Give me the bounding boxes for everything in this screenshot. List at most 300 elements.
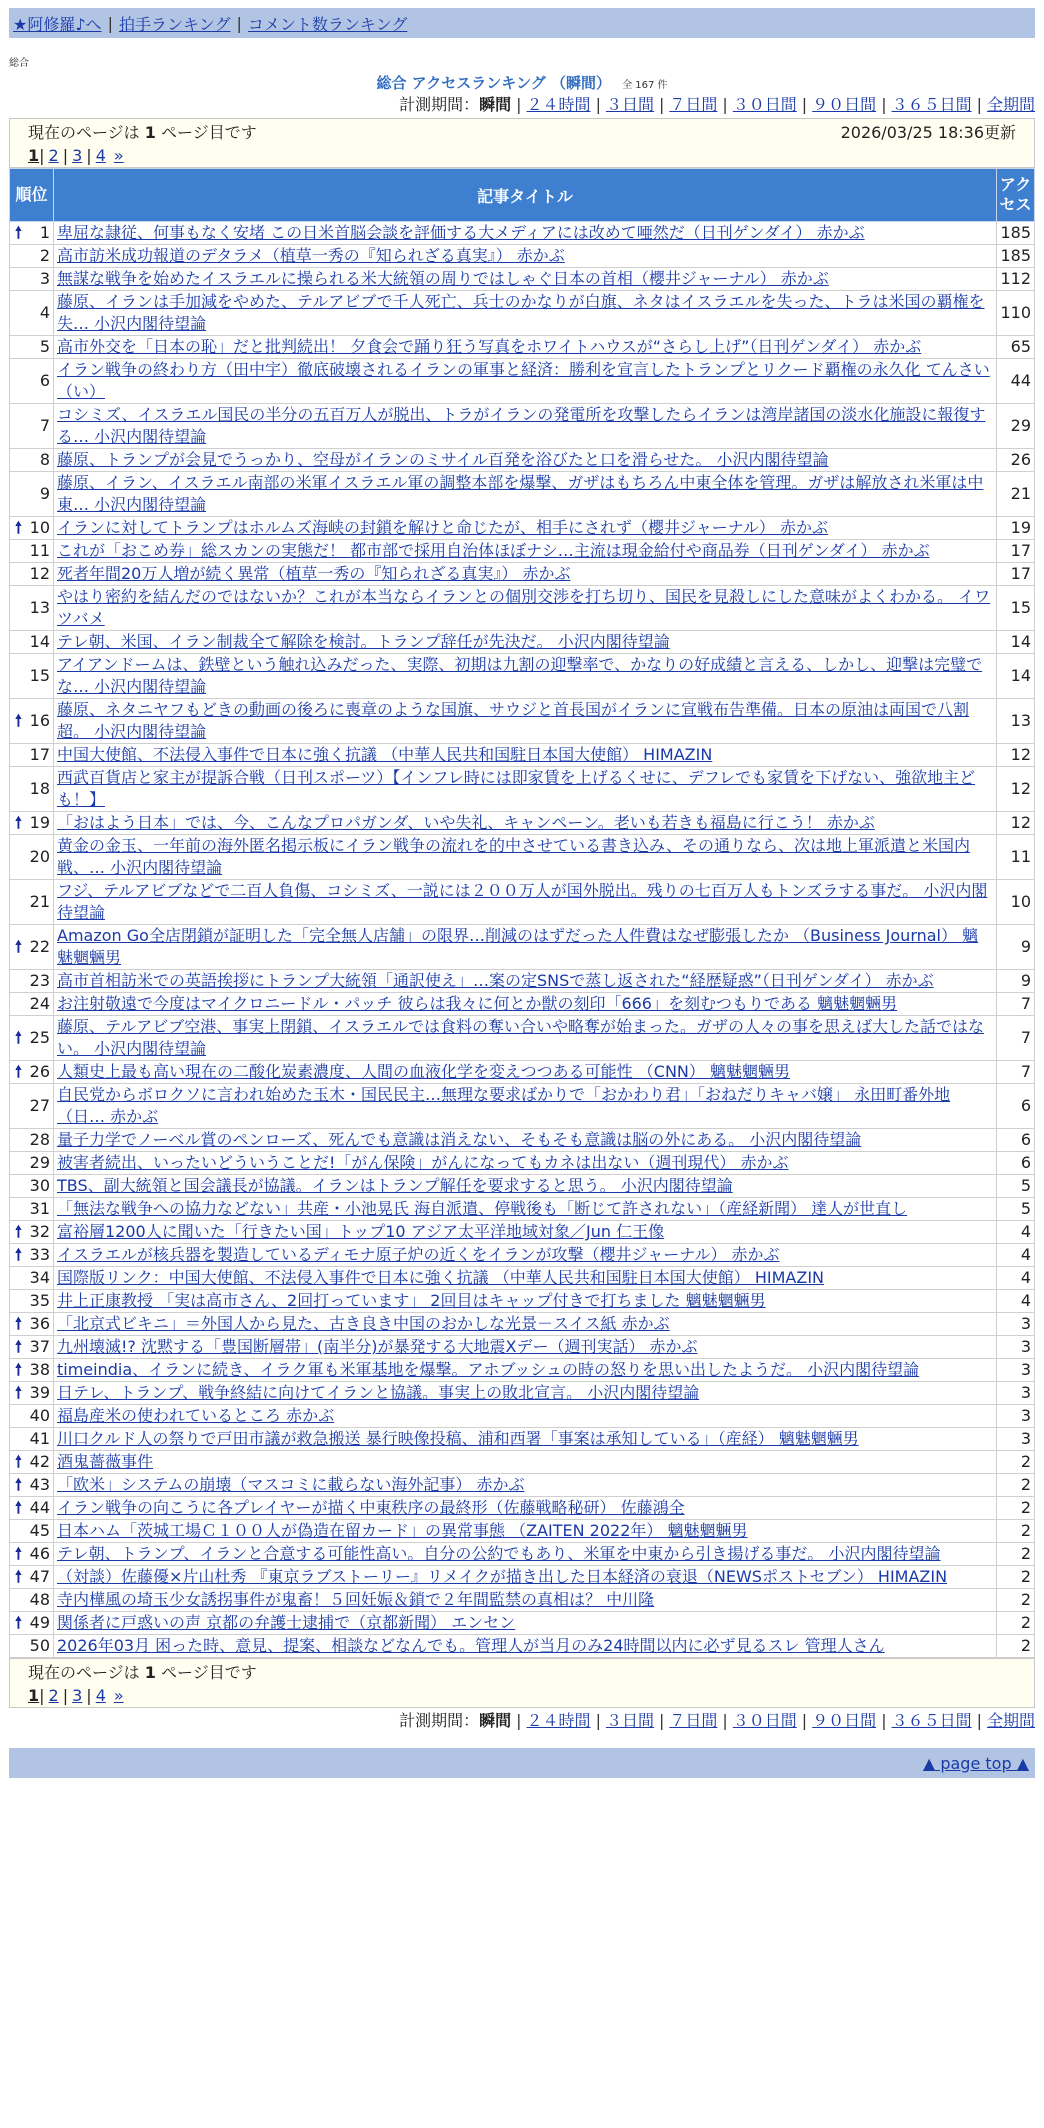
rank-number: 42 xyxy=(29,1452,50,1471)
rank-number: 5 xyxy=(39,337,50,356)
rank-cell xyxy=(10,222,54,245)
access-count: 110 xyxy=(997,291,1035,336)
period-label: 計測期間： xyxy=(399,95,480,114)
rank-number: 48 xyxy=(29,1590,50,1609)
page-title: 総合 アクセスランキング （瞬間） xyxy=(376,74,611,92)
pager-links-bottom xyxy=(28,1685,1016,1707)
article-title-link[interactable]: 「おはよう日本」では、今、こんなプロパガンダ、いや失礼、キャンペーン。老いも若きも福島に行こう！ 赤かぶ xyxy=(57,813,875,832)
rank-cell xyxy=(10,1359,54,1382)
rank-cell xyxy=(10,1175,54,1198)
rank-cell xyxy=(10,359,54,404)
nav-comment-ranking-link[interactable]: コメント数ランキング xyxy=(247,14,408,34)
period-option-link[interactable]: 全期間 xyxy=(986,95,1035,114)
table-row xyxy=(10,925,1035,970)
rank-number: 17 xyxy=(29,745,50,764)
title-cell xyxy=(54,449,997,472)
article-title-link[interactable]: 川口クルド人の祭りで戸田市議が救急搬送 暴行映像投稿、浦和西署「事案は承知している」（産経） 魑魅魍魎男 xyxy=(57,1429,859,1448)
article-title-link[interactable]: 藤原、イラン、イスラエル南部の米軍イスラエル軍の調整本部を爆撃、ガザはもちろん中東全体を管理。ガザは解放され米軍は中東… 小沢内閣待望論 xyxy=(57,473,984,514)
period-option-link[interactable]: ３日間 xyxy=(605,95,654,114)
rank-cell xyxy=(10,1061,54,1084)
article-title-link[interactable]: 高市外交を「日本の恥」だと批判続出！ 夕食会で踊り狂う写真をホワイトハウスが“さらし上げ”（日刊ゲンダイ） 赤かぶ xyxy=(57,337,922,356)
title-cell xyxy=(54,699,997,744)
rank-number: 36 xyxy=(29,1314,50,1333)
access-count: 15 xyxy=(997,586,1035,631)
article-title-link[interactable]: 関係者に戸惑いの声 京都の弁護士逮捕で（京都新聞） エンセン xyxy=(57,1613,516,1632)
access-count: 12 xyxy=(997,744,1035,767)
article-title-link[interactable]: 藤原、イランは手加減をやめた、テルアビブで千人死亡、兵士のかなりが白旗、ネタはイスラエルを失った、トラは米国の覇権を失… 小沢内閣待望論 xyxy=(57,292,985,333)
total-count: 全 167 件 xyxy=(622,80,668,91)
access-count: 65 xyxy=(997,336,1035,359)
pager-separator: | xyxy=(39,146,45,165)
article-title-link[interactable]: 国際版リンク：中国大使館、不法侵入事件で日本に強く抗議 （中華人民共和国駐日本国大使館） HIMAZIN xyxy=(57,1268,825,1287)
pager-separator: | xyxy=(86,146,92,165)
period-separator: | xyxy=(516,1711,522,1730)
rank-cell xyxy=(10,1474,54,1497)
access-count: 4 xyxy=(997,1290,1035,1313)
rank-number: 50 xyxy=(29,1636,50,1655)
rank-number: 29 xyxy=(29,1153,50,1172)
article-title-link[interactable]: （対談）佐藤優×片山杜秀 『東京ラブストーリー』リメイクが描き出した日本経済の衰退（NEWSポストセブン） HIMAZIN xyxy=(57,1567,948,1586)
pager-page-link[interactable]: 2 xyxy=(48,1686,59,1705)
rank-cell xyxy=(10,1566,54,1589)
period-option-link[interactable]: ３６５日間 xyxy=(891,95,972,114)
title-cell xyxy=(54,1267,997,1290)
rank-number: 30 xyxy=(29,1176,50,1195)
title-cell xyxy=(54,993,997,1016)
article-title-link[interactable]: 井上正康教授 「実は高市さん、2回打っています」 2回目はキャップ付きで打ちました 魑魅魍魎男 xyxy=(57,1291,766,1310)
rank-cell xyxy=(10,1520,54,1543)
title-cell xyxy=(54,222,997,245)
title-cell xyxy=(54,1635,997,1658)
rank-up-arrow-icon: 🠕 xyxy=(15,1360,22,1379)
rank-number: 49 xyxy=(29,1613,50,1632)
table-row xyxy=(10,268,1035,291)
title-cell xyxy=(54,1198,997,1221)
access-count: 10 xyxy=(997,880,1035,925)
rank-cell xyxy=(10,925,54,970)
article-title-link[interactable]: 九州壊滅!? 沈黙する「豊国断層帯」(南半分)が暴発する大地震Xデー（週刊実話） 赤かぶ xyxy=(57,1337,698,1356)
rank-cell xyxy=(10,631,54,654)
rank-cell xyxy=(10,1129,54,1152)
table-row xyxy=(10,1612,1035,1635)
title-cell xyxy=(54,1290,997,1313)
title-cell xyxy=(54,245,997,268)
article-title-link[interactable]: 無謀な戦争を始めたイスラエルに操られる米大統領の周りではしゃぐ日本の首相（櫻井ジャーナル） 赤かぶ xyxy=(57,269,829,288)
rank-number: 18 xyxy=(29,779,50,798)
rank-cell xyxy=(10,1589,54,1612)
table-row xyxy=(10,1405,1035,1428)
title-cell xyxy=(54,586,997,631)
access-count: 2 xyxy=(997,1520,1035,1543)
article-title-link[interactable]: お注射敬遠で今度はマイクロニードル・パッチ 彼らは我々に何とか獣の刻印「666」を刻むつもりである 魑魅魍魎男 xyxy=(57,994,898,1013)
pager-page-link[interactable]: 3 xyxy=(72,1686,83,1705)
access-count: 5 xyxy=(997,1175,1035,1198)
rank-number: 14 xyxy=(29,632,50,651)
article-title-link[interactable]: 藤原、ネタニヤフもどきの動画の後ろに喪章のような国旗、サウジと首長国がイランに宣戦布告準備。日本の原油は両国で八割超。 小沢内閣待望論 xyxy=(57,700,970,741)
access-count: 2 xyxy=(997,1543,1035,1566)
article-title-link[interactable]: 藤原、テルアビブ空港、事実上閉鎖、イスラエルでは食料の奪い合いや略奪が始まった。ガザの人々の事を思えば大した話ではない。 小沢内閣待望論 xyxy=(57,1017,985,1058)
table-row xyxy=(10,517,1035,540)
pager-page-link[interactable]: 3 xyxy=(72,146,83,165)
rank-up-arrow-icon: 🠕 xyxy=(15,1062,22,1081)
article-title-link[interactable]: 藤原、トランプが会見でうっかり、空母がイランのミサイル百発を浴びたと口を滑らせた。 小沢内閣待望論 xyxy=(57,450,829,469)
rank-cell xyxy=(10,291,54,336)
title-cell xyxy=(54,1474,997,1497)
rank-cell xyxy=(10,993,54,1016)
period-separator: | xyxy=(976,1711,982,1730)
article-title-link[interactable]: 「北京式ビキニ」＝外国人から見た、古き良き中国のおかしな光景－スイス紙 赤かぶ xyxy=(57,1314,670,1333)
rank-number: 34 xyxy=(29,1268,50,1287)
page-title-row xyxy=(9,72,1035,94)
period-option-link[interactable]: ９０日間 xyxy=(812,1711,877,1730)
article-title-link[interactable]: 高市首相訪米での英語挨拶にトランプ大統領「通訳使え」…案の定SNSで蒸し返された“経歴疑惑”（日刊ゲンダイ） 赤かぶ xyxy=(57,971,934,990)
title-cell xyxy=(54,812,997,835)
table-row xyxy=(10,245,1035,268)
article-title-link[interactable]: テレ朝、トランプ、イランと合意する可能性高い。自分の公約でもあり、米軍を中東から引き揚げる事だ。 小沢内閣待望論 xyxy=(57,1544,941,1563)
table-row xyxy=(10,291,1035,336)
table-row xyxy=(10,1635,1035,1658)
rank-cell xyxy=(10,540,54,563)
rank-number: 21 xyxy=(29,892,50,911)
access-count: 29 xyxy=(997,404,1035,449)
period-option-link[interactable]: ２４時間 xyxy=(526,95,591,114)
access-count: 2 xyxy=(997,1635,1035,1658)
article-title-link[interactable]: Amazon Go全店閉鎖が証明した「完全無人店舗」の限界…削減のはずだった人件費はなぜ膨張したか （Business Journal） 魑魅魍魎男 xyxy=(57,926,979,967)
rank-up-arrow-icon: 🠕 xyxy=(15,1245,22,1264)
rank-number: 19 xyxy=(29,813,50,832)
rank-number: 7 xyxy=(39,416,50,435)
rank-up-arrow-icon: 🠕 xyxy=(15,711,22,730)
article-title-link[interactable]: やはり密約を結んだのではないか？これが本当ならイランとの個別交渉を打ち切り、国民を見殺しにした意味がよくわかる。 イワツバメ xyxy=(57,587,991,628)
table-row xyxy=(10,540,1035,563)
table-row xyxy=(10,1474,1035,1497)
access-count: 185 xyxy=(997,222,1035,245)
current-page-text-bottom: 現在のページは 1 ページ目です xyxy=(28,1663,257,1682)
rank-number: 1 xyxy=(39,223,50,242)
access-count: 9 xyxy=(997,925,1035,970)
period-separator: | xyxy=(722,1711,728,1730)
article-title-link[interactable]: 寺内樺風の埼玉少女誘拐事件が鬼畜！５回妊娠＆鎖で２年間監禁の真相は？ 中川隆 xyxy=(57,1590,655,1609)
pager-separator: | xyxy=(39,1686,45,1705)
article-title-link[interactable]: テレ朝、米国、イラン制裁全て解除を検討。トランプ辞任が先決だ。 小沢内閣待望論 xyxy=(57,632,670,651)
access-count: 2 xyxy=(997,1612,1035,1635)
article-title-link[interactable]: イラン戦争の向こうに各プレイヤーが描く中東秩序の最終形（佐藤戦略秘研） 佐藤鴻全 xyxy=(57,1498,685,1517)
table-row xyxy=(10,404,1035,449)
table-row xyxy=(10,1497,1035,1520)
article-title-link[interactable]: イラン戦争の終わり方（田中宇）徹底破壊されるイランの軍事と経済：勝利を宣言したトランプとリクード覇権の永久化 てんさい（い） xyxy=(57,360,990,401)
pager-box-bottom xyxy=(9,1658,1035,1708)
rank-cell xyxy=(10,517,54,540)
article-title-link[interactable]: 日本ハム「茨城工場Ｃ１００人が偽造在留カード」の異常事態 （ZAITEN 2022年） 魑魅魍魎男 xyxy=(57,1521,748,1540)
article-title-link[interactable]: 被害者続出、いったいどういうことだ!「がん保険」がんになってもカネは出ない（週刊現代） 赤かぶ xyxy=(57,1153,789,1172)
table-row xyxy=(10,1382,1035,1405)
rank-number: 31 xyxy=(29,1199,50,1218)
article-title-link[interactable]: 「無法な戦争への協力などない」共産・小池晃氏 海自派遣、停戦後も「断じて許されない」（産経新聞） 達人が世直し xyxy=(57,1199,908,1218)
table-row xyxy=(10,767,1035,812)
access-count: 3 xyxy=(997,1382,1035,1405)
rank-number: 12 xyxy=(29,564,50,583)
title-cell xyxy=(54,1566,997,1589)
rank-cell xyxy=(10,1221,54,1244)
article-title-link[interactable]: 「欧米」システムの崩壊（マスコミに載らない海外記事） 赤かぶ xyxy=(57,1475,525,1494)
article-title-link[interactable]: 2026年03月 困った時、意見、提案、相談などなんでも。管理人が当月のみ24時間以内に必ず見るスレ 管理人さん xyxy=(57,1636,885,1655)
table-row xyxy=(10,1129,1035,1152)
period-option-link[interactable]: ３０日間 xyxy=(732,1711,797,1730)
access-count: 19 xyxy=(997,517,1035,540)
title-cell xyxy=(54,970,997,993)
article-title-link[interactable]: 日テレ、トランプ、戦争終結に向けてイランと協議。事実上の敗北宣言。 小沢内閣待望論 xyxy=(57,1383,700,1402)
article-title-link[interactable]: TBS、副大統領と国会議長が協議。イランはトランプ解任を要求すると思う。 小沢内閣待望論 xyxy=(57,1176,733,1195)
article-title-link[interactable]: これが「おこめ券」総スカンの実態だ！ 都市部で採用自治体ほぼナシ…主流は現金給付や商品券（日刊ゲンダイ） 赤かぶ xyxy=(57,541,930,560)
rank-number: 15 xyxy=(29,666,50,685)
table-row xyxy=(10,1267,1035,1290)
rank-number: 6 xyxy=(39,371,50,390)
rank-cell xyxy=(10,1267,54,1290)
rank-cell xyxy=(10,1198,54,1221)
rank-up-arrow-icon: 🠕 xyxy=(15,1475,22,1494)
rank-cell xyxy=(10,268,54,291)
access-count: 2 xyxy=(997,1474,1035,1497)
rank-number: 3 xyxy=(39,269,50,288)
period-separator: | xyxy=(516,95,522,114)
table-header-row xyxy=(10,169,1035,222)
rank-number: 9 xyxy=(39,484,50,503)
rank-number: 46 xyxy=(29,1544,50,1563)
access-count: 6 xyxy=(997,1129,1035,1152)
rank-number: 11 xyxy=(29,541,50,560)
title-cell xyxy=(54,767,997,812)
article-title-link[interactable]: 黄金の金玉、一年前の海外匿名掲示板にイラン戦争の流れを的中させている書き込み、その通りなら、次は地上軍派遣と米国内戦、… 小沢内閣待望論 xyxy=(57,836,970,877)
title-cell xyxy=(54,1359,997,1382)
pager-next-link[interactable]: » xyxy=(113,146,124,165)
article-title-link[interactable]: timeindia、イランに続き、イラク軍も米軍基地を爆撃。アホブッシュの時の怒りを思い出したようだ。 小沢内閣待望論 xyxy=(57,1360,920,1379)
access-count: 11 xyxy=(997,835,1035,880)
updated-timestamp: 2026/03/25 18:36更新 xyxy=(840,123,1016,142)
article-title-link[interactable]: 西武百貨店と家主が提訴合戦（日刊スポーツ）【インフレ時には即家賃を上げるくせに、デフレでも家賃を下げない、強欲地主ども！】 xyxy=(57,768,976,809)
table-row xyxy=(10,449,1035,472)
rank-up-arrow-icon: 🠕 xyxy=(15,1337,22,1356)
access-count: 44 xyxy=(997,359,1035,404)
rank-cell xyxy=(10,1084,54,1129)
rank-number: 45 xyxy=(29,1521,50,1540)
period-separator: | xyxy=(722,95,728,114)
access-count: 12 xyxy=(997,812,1035,835)
article-title-link[interactable]: 死者年間20万人増が続く異常（植草一秀の『知られざる真実』） 赤かぶ xyxy=(57,564,571,583)
rank-number: 33 xyxy=(29,1245,50,1264)
pager-box-top xyxy=(9,118,1035,168)
pager-separator: | xyxy=(62,146,69,165)
access-count: 21 xyxy=(997,472,1035,517)
rank-number: 2 xyxy=(39,246,50,265)
pager-separator: | xyxy=(86,1686,92,1705)
period-current: 瞬間 xyxy=(479,1711,512,1730)
rank-number: 43 xyxy=(29,1475,50,1494)
access-count: 112 xyxy=(997,268,1035,291)
rank-cell xyxy=(10,812,54,835)
page-top-link[interactable]: ▲ page top ▲ xyxy=(922,1753,1029,1773)
title-cell xyxy=(54,654,997,699)
title-cell xyxy=(54,1129,997,1152)
rank-cell xyxy=(10,1290,54,1313)
article-title-link[interactable]: 酒鬼薔薇事件 xyxy=(57,1452,154,1471)
article-title-link[interactable]: 人類史上最も高い現在の二酸化炭素濃度、人間の血液化学を変えつつある可能性 （CNN） 魑魅魍魎男 xyxy=(57,1062,790,1081)
rank-number: 35 xyxy=(29,1291,50,1310)
period-option-link[interactable]: ３６５日間 xyxy=(891,1711,972,1730)
article-title-link[interactable]: 高市訪米成功報道のデタラメ（植草一秀の『知られざる真実』） 赤かぶ xyxy=(57,246,565,265)
article-title-link[interactable]: イランに対してトランプはホルムズ海峡の封鎖を解けと命じたが、相手にされず（櫻井ジャーナル） 赤かぶ xyxy=(57,518,829,537)
access-count: 12 xyxy=(997,767,1035,812)
period-separator: | xyxy=(658,95,665,114)
nav-home-link[interactable]: ★阿修羅♪へ xyxy=(13,14,102,34)
article-title-link[interactable]: 量子力学でノーベル賞のペンローズ、死んでも意識は消えない、そもそも意識は脳の外にある。 小沢内閣待望論 xyxy=(57,1130,862,1149)
pager-page-link[interactable]: 2 xyxy=(48,146,59,165)
rank-number: 44 xyxy=(29,1498,50,1517)
title-cell xyxy=(54,835,997,880)
title-cell xyxy=(54,1520,997,1543)
title-cell xyxy=(54,1382,997,1405)
rank-number: 23 xyxy=(29,971,50,990)
current-page-text: 現在のページは 1 ページ目です xyxy=(28,123,257,142)
rank-cell xyxy=(10,880,54,925)
rank-number: 10 xyxy=(29,518,50,537)
period-option-link[interactable]: ７日間 xyxy=(669,1711,718,1730)
period-separator: | xyxy=(976,95,982,114)
title-cell xyxy=(54,880,997,925)
article-title-link[interactable]: 福島産米の使われているところ 赤かぶ xyxy=(57,1406,335,1425)
table-row xyxy=(10,1543,1035,1566)
rank-cell xyxy=(10,1497,54,1520)
table-row xyxy=(10,1061,1035,1084)
access-count: 13 xyxy=(997,699,1035,744)
rank-cell xyxy=(10,699,54,744)
rank-number: 24 xyxy=(29,994,50,1013)
access-count: 4 xyxy=(997,1244,1035,1267)
article-title-link[interactable]: 富裕層1200人に聞いた「行きたい国」トップ10 アジア太平洋地域対象／Jun 仁王像 xyxy=(57,1222,665,1241)
table-row xyxy=(10,1084,1035,1129)
title-cell xyxy=(54,631,997,654)
ranking-table xyxy=(9,168,1035,1658)
table-row xyxy=(10,222,1035,245)
rank-number: 39 xyxy=(29,1383,50,1402)
access-count: 26 xyxy=(997,449,1035,472)
table-row xyxy=(10,1359,1035,1382)
access-count: 9 xyxy=(997,970,1035,993)
access-count: 2 xyxy=(997,1497,1035,1520)
access-count: 14 xyxy=(997,654,1035,699)
rank-cell xyxy=(10,336,54,359)
article-title-link[interactable]: 自民党からボロクソに言われ始めた玉木・国民民主…無理な要求ばかりで「おかわり君」「おねだりキャバ嬢」 永田町番外地（日… 赤かぶ xyxy=(57,1085,951,1126)
period-separator: | xyxy=(801,1711,808,1730)
title-cell xyxy=(54,472,997,517)
access-count: 4 xyxy=(997,1221,1035,1244)
rank-cell xyxy=(10,1405,54,1428)
rank-cell xyxy=(10,1313,54,1336)
rank-up-arrow-icon: 🠕 xyxy=(15,813,22,832)
period-separator: | xyxy=(881,1711,887,1730)
rank-cell xyxy=(10,404,54,449)
access-count: 185 xyxy=(997,245,1035,268)
article-title-link[interactable]: 中国大使館、不法侵入事件で日本に強く抗議 （中華人民共和国駐日本国大使館） HIMAZIN xyxy=(57,745,713,764)
title-cell xyxy=(54,1221,997,1244)
rank-up-arrow-icon: 🠕 xyxy=(15,1498,22,1517)
article-title-link[interactable]: コシミズ、イスラエル国民の半分の五百万人が脱出、トラがイランの発電所を攻撃したらイランは湾岸諸国の淡水化施設に報復する… 小沢内閣待望論 xyxy=(57,405,986,446)
table-row xyxy=(10,1313,1035,1336)
period-selector-bottom xyxy=(9,1710,1035,1734)
rank-cell xyxy=(10,1382,54,1405)
pager-links-top xyxy=(28,145,1016,167)
rank-cell xyxy=(10,1016,54,1061)
article-title-link[interactable]: イスラエルが核兵器を製造しているディモナ原子炉の近くをイランが攻撃（櫻井ジャーナル） 赤かぶ xyxy=(57,1245,780,1264)
access-count: 14 xyxy=(997,631,1035,654)
nav-clap-ranking-link[interactable]: 拍手ランキング xyxy=(118,14,231,34)
rank-cell xyxy=(10,245,54,268)
access-count: 2 xyxy=(997,1566,1035,1589)
rank-up-arrow-icon: 🠕 xyxy=(15,1314,22,1333)
access-count: 3 xyxy=(997,1428,1035,1451)
rank-number: 8 xyxy=(39,450,50,469)
rank-up-arrow-icon: 🠕 xyxy=(15,223,22,242)
table-row xyxy=(10,1428,1035,1451)
article-title-link[interactable]: フジ、テルアビブなどで二百人負傷、コシミズ、一説には２００万人が国外脱出。残りの七百万人もトンズラする事だ。 小沢内閣待望論 xyxy=(57,881,988,922)
title-cell xyxy=(54,268,997,291)
access-count: 17 xyxy=(997,563,1035,586)
rank-up-arrow-icon: 🠕 xyxy=(15,1222,22,1241)
pager-page-link[interactable]: 4 xyxy=(95,1686,106,1705)
title-cell xyxy=(54,1543,997,1566)
header-access: アクセス xyxy=(997,169,1035,222)
title-cell xyxy=(54,1589,997,1612)
period-option-link[interactable]: ２４時間 xyxy=(526,1711,591,1730)
period-current: 瞬間 xyxy=(479,95,512,114)
period-separator: | xyxy=(881,95,887,114)
rank-cell xyxy=(10,1428,54,1451)
rank-up-arrow-icon: 🠕 xyxy=(15,937,22,956)
title-cell xyxy=(54,1313,997,1336)
title-cell xyxy=(54,1244,997,1267)
pager-next-link[interactable]: » xyxy=(113,1686,124,1705)
period-option-link[interactable]: ９０日間 xyxy=(812,95,877,114)
nav-separator: | xyxy=(236,13,242,33)
title-cell xyxy=(54,1061,997,1084)
table-row xyxy=(10,1566,1035,1589)
article-title-link[interactable]: アイアンドームは、鉄壁という触れ込みだった、実際、初期は九割の迎撃率で、かなりの好成績と言える、しかし、迎撃は完璧でな… 小沢内閣待望論 xyxy=(57,655,983,696)
article-title-link[interactable]: 卑屈な隷従、何事もなく安堵 この日米首脳会談を評価する大メディアには改めて唖然だ（日刊ゲンダイ） 赤かぶ xyxy=(57,223,865,242)
period-option-link[interactable]: 全期間 xyxy=(986,1711,1035,1730)
table-row xyxy=(10,1290,1035,1313)
rank-cell xyxy=(10,1635,54,1658)
period-option-link[interactable]: ７日間 xyxy=(669,95,718,114)
title-cell xyxy=(54,744,997,767)
period-option-link[interactable]: ３０日間 xyxy=(732,95,797,114)
pager-current-page: 1 xyxy=(28,146,40,165)
period-option-link[interactable]: ３日間 xyxy=(605,1711,654,1730)
access-count: 6 xyxy=(997,1152,1035,1175)
rank-cell xyxy=(10,654,54,699)
pager-page-link[interactable]: 4 xyxy=(95,146,106,165)
access-count: 3 xyxy=(997,1405,1035,1428)
access-count: 3 xyxy=(997,1313,1035,1336)
rank-up-arrow-icon: 🠕 xyxy=(15,1383,22,1402)
rank-cell xyxy=(10,1152,54,1175)
rank-cell xyxy=(10,1336,54,1359)
breadcrumb: 総合 xyxy=(9,58,29,69)
title-cell xyxy=(54,291,997,336)
rank-cell xyxy=(10,970,54,993)
title-cell xyxy=(54,404,997,449)
period-separator: | xyxy=(595,1711,601,1730)
rank-cell xyxy=(10,449,54,472)
period-separator: | xyxy=(595,95,601,114)
